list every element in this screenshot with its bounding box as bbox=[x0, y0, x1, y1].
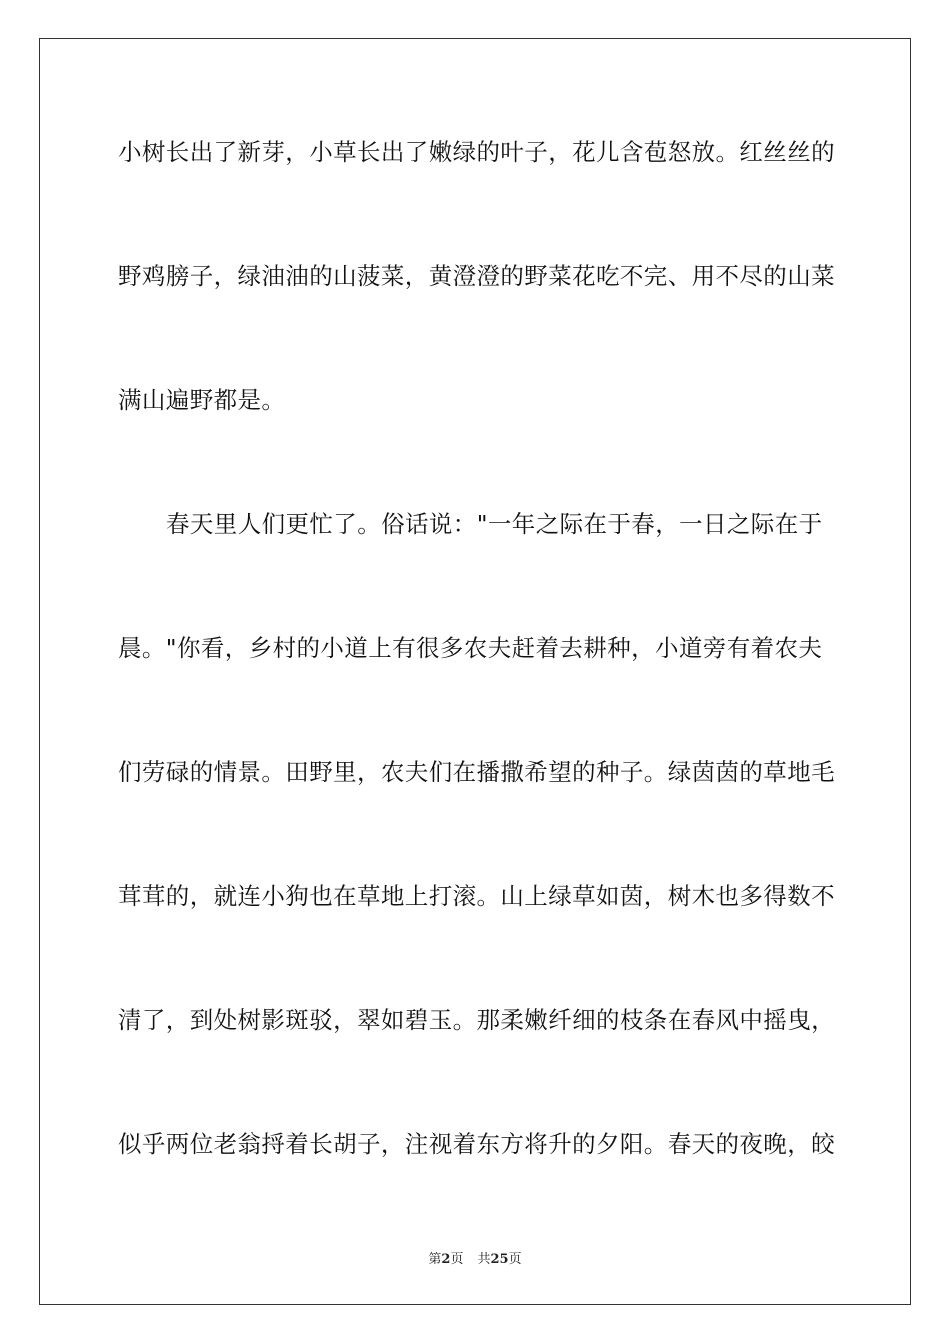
text-line: 春天里人们更忙了。俗话说："一年之际在于春，一日之际在于 bbox=[166, 510, 823, 538]
text-line: 晨。"你看，乡村的小道上有很多农夫赶着去耕种，小道旁有着农夫 bbox=[118, 634, 823, 662]
text-line: 小树长出了新芽，小草长出了嫩绿的叶子，花儿含苞怒放。红丝丝的 bbox=[118, 138, 835, 166]
text-line: 清了，到处树影斑驳，翠如碧玉。那柔嫩纤细的枝条在春风中摇曳， bbox=[118, 1006, 835, 1034]
page-footer bbox=[0, 1248, 950, 1267]
page-prefix: 第 bbox=[428, 1252, 442, 1267]
total-pages: 25 bbox=[490, 1252, 509, 1267]
text-line: 茸茸的，就连小狗也在草地上打滚。山上绿草如茵，树木也多得数不 bbox=[118, 882, 835, 910]
text-line: 们劳碌的情景。田野里，农夫们在播撒希望的种子。绿茵茵的草地毛 bbox=[118, 758, 835, 786]
page-suffix: 页 bbox=[450, 1252, 464, 1267]
total-suffix: 页 bbox=[508, 1252, 522, 1267]
text-line: 满山遍野都是。 bbox=[118, 386, 286, 414]
text-line: 似乎两位老翁捋着长胡子，注视着东方将升的夕阳。春天的夜晚，皎 bbox=[118, 1130, 835, 1158]
total-prefix: 共 bbox=[477, 1252, 491, 1267]
text-line: 野鸡膀子，绿油油的山菠菜，黄澄澄的野菜花吃不完、用不尽的山菜 bbox=[118, 262, 835, 290]
page-number: 2 bbox=[441, 1252, 451, 1267]
page-border bbox=[39, 38, 911, 1305]
